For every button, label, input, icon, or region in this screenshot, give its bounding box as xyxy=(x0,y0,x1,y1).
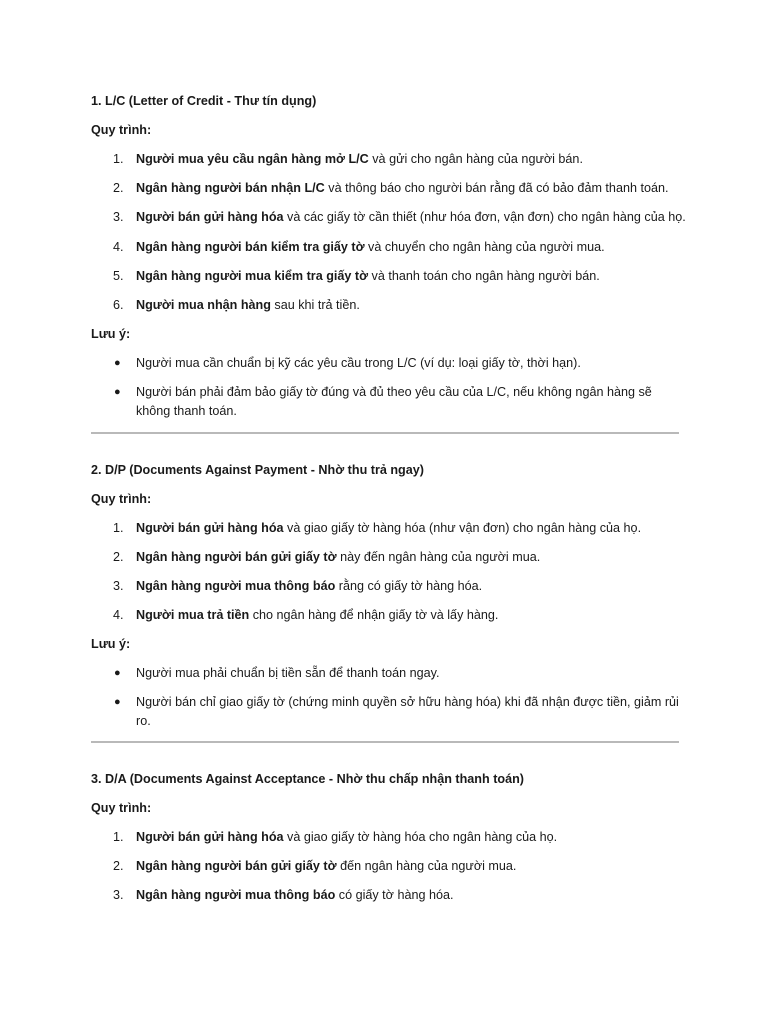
process-label: Quy trình: xyxy=(91,492,152,506)
section-divider xyxy=(91,741,679,743)
section-title: 2. D/P (Documents Against Payment - Nhờ thu trả ngay) xyxy=(91,463,424,477)
process-label: Quy trình: xyxy=(91,801,152,815)
note-label: Lưu ý: xyxy=(91,327,131,341)
bullet-icon: ● xyxy=(114,386,121,398)
note-label: Lưu ý: xyxy=(91,637,131,651)
document-page: 1. L/C (Letter of Credit - Thư tín dụng) Quy trình: 1. Người mua yêu cầu ngân hàng mở L/C và gửi cho ngân hàng của người bán. 2. Ngân hàng người bán nhận L/C và thông báo cho người bán rằng đã có bảo đảm thanh toán. 3. Người bán gửi hàng hóa và các giấy tờ cần thiết (như hóa đơn, vận đơn) cho ngân hàng của họ. 4. Ngân hàng người bán kiểm tra giấy tờ và chuyển cho ngân hàng của người mua. 5. Ngân hàng người mua kiểm tra giấy tờ và thanh toán cho ngân hàng người bán. 6. Người mua nhận hàng sau khi trả tiền. Lưu ý: ● Người mua cần chuẩn bị kỹ các yêu cầu trong L/C (ví dụ: loại giấy tờ, thời hạn). ● Người bán phải đảm bảo giấy tờ đúng và đủ theo yêu cầu của L/C, nếu không ngân hàng sẽ không thanh toán. 2. D/P (Documents Against Payment - Nhờ thu trả ngay) Quy trình: 1. Người bán gửi hàng hóa và giao giấy tờ hàng hóa (như vận đơn) cho ngân hàng của họ. 2. Ngân hàng người bán gửi giấy tờ này đến ngân hàng của người mua. 3. Ngân hàng người mua thông báo rằng có giấy tờ hàng hóa. 4. Người mua trả tiền cho ngân hàng để nhận giấy tờ và lấy hàng. Lưu ý: ● Người mua phải chuẩn bị tiền sẵn để thanh toán ngay. ● Người bán chỉ giao giấy tờ (chứng minh quyền sở hữu hàng hóa) khi đã nhận được tiền, giảm rủi ro. 3. D/A (Documents Against Acceptance - Nhờ thu chấp nhận thanh toán) Quy trình: 1. Người bán gửi hàng hóa và giao giấy tờ hàng hóa cho ngân hàng của họ. 2. Ngân hàng người bán gửi giấy tờ đến ngân hàng của người mua. 3. Ngân hàng người mua thông báo có giấy tờ hàng hóa. xyxy=(91,94,686,902)
process-label: Quy trình: xyxy=(91,123,152,137)
bullet-icon: ● xyxy=(114,357,121,369)
section-divider xyxy=(91,432,679,434)
section-title: 3. D/A (Documents Against Acceptance - Nhờ thu chấp nhận thanh toán) xyxy=(91,772,524,786)
bullet-icon: ● xyxy=(114,696,121,708)
section-title: 1. L/C (Letter of Credit - Thư tín dụng) xyxy=(91,94,317,108)
bullet-icon: ● xyxy=(114,667,121,679)
